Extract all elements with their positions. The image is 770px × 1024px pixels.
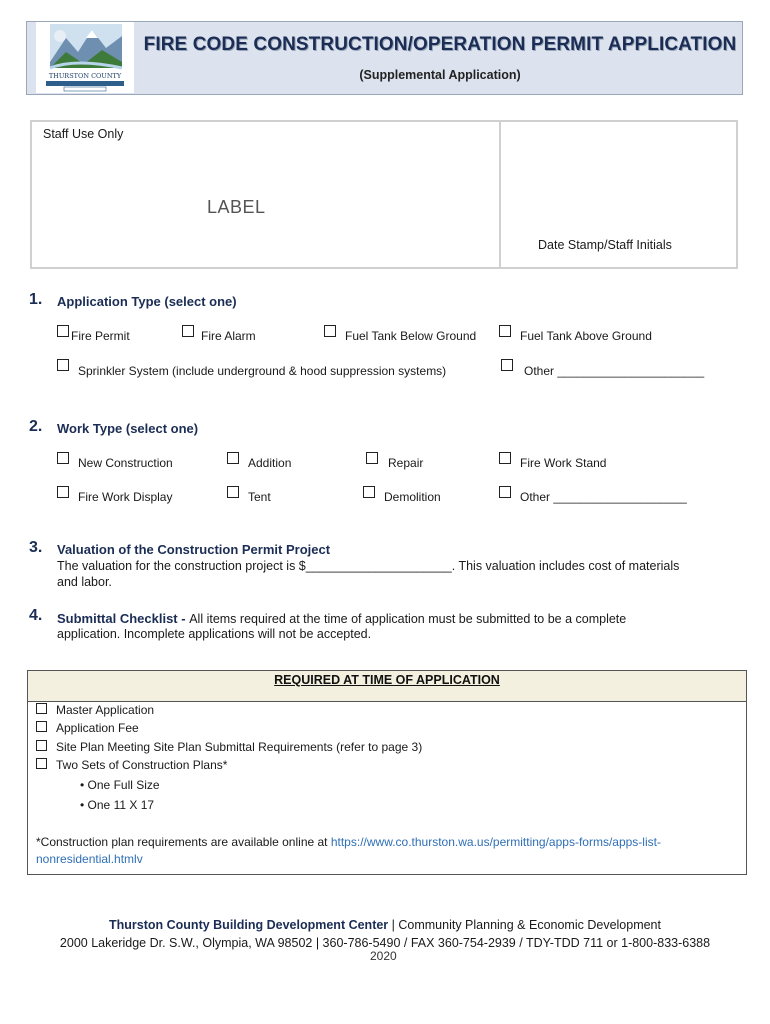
tent-label: Tent — [248, 490, 271, 504]
bullet-icon: • — [80, 798, 88, 812]
submittal-text-line2: application. Incomplete applications will not be accepted. — [57, 627, 372, 641]
svg-text:THURSTON COUNTY: THURSTON COUNTY — [48, 72, 122, 80]
site-plan-checkbox[interactable] — [36, 740, 47, 751]
page-subtitle: (Supplemental Application) — [359, 68, 521, 82]
fuel-tank-above-checkbox[interactable] — [499, 325, 511, 337]
addition-checkbox[interactable] — [227, 452, 239, 464]
requirements-link-part1[interactable]: https://www.co.thurston.wa.us/permitting/apps-forms/apps-list- — [330, 835, 661, 849]
bullet-11x17 — [80, 798, 154, 812]
submittal-text-line1: All items required at the time of application must be submitted to be a complete — [189, 612, 627, 626]
section-4-title: Submittal Checklist - — [57, 611, 190, 626]
demolition-label: Demolition — [384, 490, 441, 504]
bullet-11x17-label: One 11 X 17 — [87, 798, 155, 812]
new-construction-checkbox[interactable] — [57, 452, 69, 464]
fuel-tank-above-label: Fuel Tank Above Ground — [520, 329, 652, 343]
master-application-label: Master Application — [56, 703, 155, 717]
work-other-label: Other ____________________ — [520, 490, 687, 504]
new-construction-label: New Construction — [78, 456, 173, 470]
tent-checkbox[interactable] — [227, 486, 239, 498]
addition-label: Addition — [248, 456, 292, 470]
sprinkler-system-label: Sprinkler System (include underground & hood suppression systems) — [78, 364, 447, 378]
section-2-title: Work Type (select one) — [57, 421, 199, 436]
page-number-clipped: 2020 — [370, 949, 397, 963]
valuation-text-line1: The valuation for the construction project is $_____________________. This valuation includes cost of materials — [57, 559, 680, 573]
bullet-full-size-label: One Full Size — [87, 778, 160, 792]
construction-plans-label: Two Sets of Construction Plans* — [56, 758, 228, 772]
note-prefix: *Construction plan requirements are available online at — [36, 835, 331, 849]
plan-requirements-note — [36, 835, 661, 849]
demolition-checkbox[interactable] — [363, 486, 375, 498]
bullet-icon: • — [80, 778, 88, 792]
staff-use-label: Staff Use Only — [43, 127, 124, 141]
label-placeholder: LABEL — [207, 197, 266, 217]
repair-checkbox[interactable] — [366, 452, 378, 464]
fire-work-stand-label: Fire Work Stand — [520, 456, 607, 470]
county-logo — [36, 22, 134, 93]
footer-org-name: Thurston County Building Development Center — [109, 918, 389, 932]
section-1-title: Application Type (select one) — [57, 294, 237, 309]
staff-box-divider — [499, 120, 501, 269]
repair-label: Repair — [388, 456, 424, 470]
construction-plans-checkbox[interactable] — [36, 758, 47, 769]
fire-alarm-checkbox[interactable] — [182, 325, 194, 337]
application-fee-label: Application Fee — [56, 721, 139, 735]
fire-work-stand-checkbox[interactable] — [499, 452, 511, 464]
valuation-text-line2: and labor. — [57, 575, 112, 589]
application-fee-checkbox[interactable] — [36, 721, 47, 732]
work-other-checkbox[interactable] — [499, 486, 511, 498]
master-application-checkbox[interactable] — [36, 703, 47, 714]
fire-permit-checkbox[interactable] — [57, 325, 69, 337]
submittal-line1 — [57, 610, 626, 628]
section-1-number: 1. — [29, 291, 43, 308]
fuel-tank-below-checkbox[interactable] — [324, 325, 336, 337]
requirements-link-part2[interactable]: nonresidential.htmlv — [36, 852, 143, 866]
fire-work-display-checkbox[interactable] — [57, 486, 69, 498]
footer-org-line — [0, 918, 770, 932]
date-stamp-label: Date Stamp/Staff Initials — [538, 238, 672, 252]
section-3-number: 3. — [29, 539, 43, 556]
bullet-full-size — [80, 778, 160, 792]
fire-permit-label: Fire Permit — [71, 329, 130, 343]
footer-org-dept: | Community Planning & Economic Development — [388, 918, 661, 932]
fire-alarm-label: Fire Alarm — [201, 329, 256, 343]
section-3-title: Valuation of the Construction Permit Project — [57, 542, 331, 557]
section-2-number: 2. — [29, 418, 43, 435]
checklist-heading: REQUIRED AT TIME OF APPLICATION — [274, 673, 500, 687]
footer-address: 2000 Lakeridge Dr. S.W., Olympia, WA 98502 | 360-786-5490 / FAX 360-754-2939 / TDY-TDD 711 or 1-800-833-6388 — [59, 936, 711, 950]
page-title: FIRE CODE CONSTRUCTION/OPERATION PERMIT APPLICATION — [143, 34, 737, 55]
county-logo-graphic — [36, 22, 134, 93]
application-other-label: Other ______________________ — [524, 364, 705, 378]
site-plan-label: Site Plan Meeting Site Plan Submittal Requirements (refer to page 3) — [56, 740, 423, 754]
sprinkler-system-checkbox[interactable] — [57, 359, 69, 371]
section-4-number: 4. — [29, 607, 43, 624]
fire-work-display-label: Fire Work Display — [78, 490, 173, 504]
fuel-tank-below-label: Fuel Tank Below Ground — [345, 329, 477, 343]
application-other-checkbox[interactable] — [501, 359, 513, 371]
